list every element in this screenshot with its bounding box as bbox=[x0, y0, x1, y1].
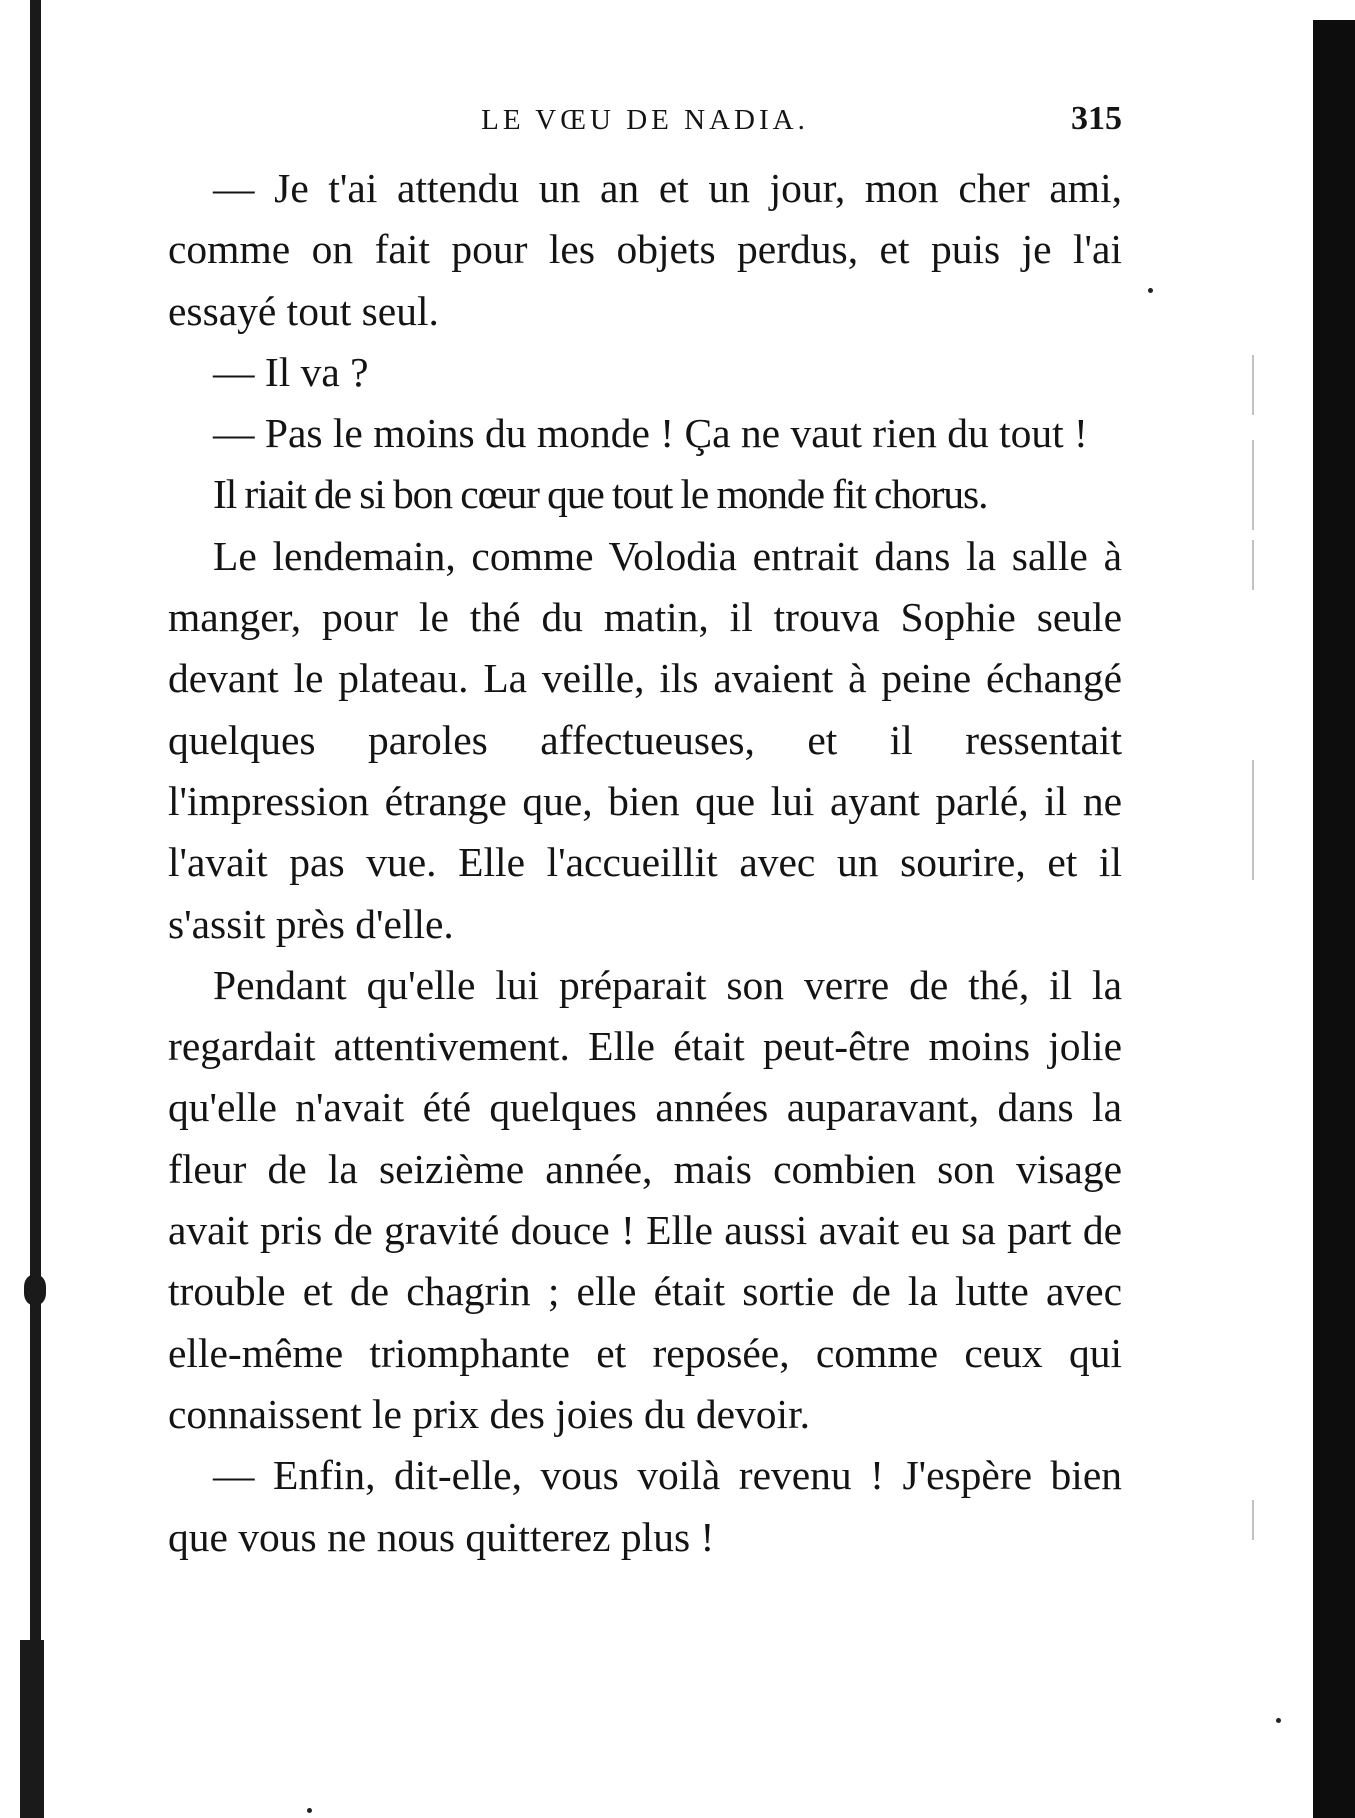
paragraph: — Il va ? bbox=[213, 348, 369, 395]
paragraph: Le lendemain, comme Volodia entrait dans la salle à manger, pour le thé du matin, il trouva Sophie seule devant le plateau. La veille, ils avaient à peine échangé quelques paroles affectueuses, et il ressentait l'impression étrange que, bien que lui ayant parlé, il ne l'avait pas vue. Elle l'accueillit avec un sourire, et il s'assit près d'elle. bbox=[168, 532, 1122, 947]
ink-speck bbox=[307, 1808, 312, 1813]
running-head bbox=[168, 100, 1122, 150]
ink-speck bbox=[1276, 1718, 1281, 1723]
body-text bbox=[168, 158, 1122, 1568]
chapter-title: LE VŒU DE NADIA. bbox=[481, 104, 809, 136]
show-through-mark bbox=[1252, 1500, 1254, 1540]
paragraph: — Enfin, dit-elle, vous voilà revenu ! J'espère bien que vous ne nous quitterez plus ! bbox=[168, 1452, 1122, 1560]
show-through-mark bbox=[1252, 355, 1254, 415]
paragraph: — Pas le moins du monde ! Ça ne vaut rien du tout ! bbox=[213, 410, 1088, 457]
paragraph: — Je t'ai attendu un an et un jour, mon cher ami, comme on fait pour les objets perdus, et puis je l'ai essayé tout seul. bbox=[168, 165, 1122, 334]
binding-foot bbox=[20, 1640, 44, 1818]
page-binding-edge bbox=[30, 0, 41, 1818]
paragraph: Il riait de si bon cœur que tout le monde fit chorus. bbox=[213, 471, 988, 518]
show-through-mark bbox=[1252, 440, 1254, 530]
scan-edge-shadow bbox=[1313, 20, 1355, 1818]
page-number: 315 bbox=[1071, 100, 1122, 137]
ink-speck bbox=[1148, 288, 1153, 293]
show-through-mark bbox=[1252, 540, 1254, 590]
binding-mark bbox=[24, 1275, 46, 1305]
paragraph: Pendant qu'elle lui préparait son verre de thé, il la regardait attentivement. Elle était peut-être moins jolie qu'elle n'avait été quelques années auparavant, dans la fleur de la seizième année, mais combien son visage avait pris de gravité douce ! Elle aussi avait eu sa part de trouble et de chagrin ; elle était sortie de la lutte avec elle-même triomphante et reposée, comme ceux qui connaissent le prix des joies du devoir. bbox=[168, 961, 1122, 1437]
show-through-mark bbox=[1252, 760, 1254, 880]
